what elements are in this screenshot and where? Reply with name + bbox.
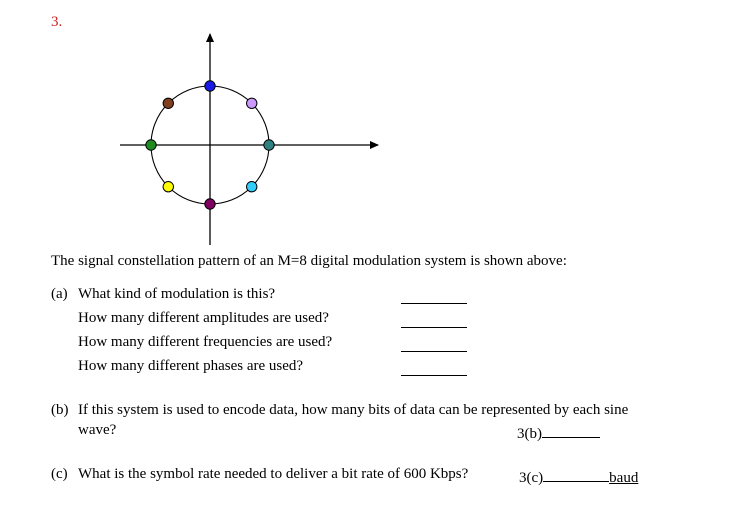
part-c-answer-label: 3(c) xyxy=(519,470,544,486)
answer-blank-a3[interactable] xyxy=(401,351,467,352)
constellation-point-brown xyxy=(163,98,173,108)
constellation-point-teal xyxy=(264,140,274,150)
constellation-point-blue xyxy=(205,81,215,91)
answer-blank-a1[interactable] xyxy=(401,303,467,304)
part-a-label: (a) xyxy=(51,286,68,302)
constellation-point-lavender xyxy=(247,98,257,108)
part-a-question-1: What kind of modulation is this? xyxy=(78,286,276,302)
part-c-question: What is the symbol rate needed to deliver a bit rate of 600 Kbps? xyxy=(78,466,469,482)
answer-blank-b[interactable] xyxy=(542,422,600,438)
answer-blank-a4[interactable] xyxy=(401,375,467,376)
answer-blank-a2[interactable] xyxy=(401,327,467,328)
part-c-unit: baud xyxy=(609,470,639,486)
constellation-point-sky-blue xyxy=(247,182,257,192)
constellation-point-purple xyxy=(205,199,215,209)
part-b-question-line1: If this system is used to encode data, how many bits of data can be represented by each sine xyxy=(78,402,629,418)
constellation-point-yellow xyxy=(163,182,173,192)
constellation-point-green xyxy=(146,140,156,150)
part-a-question-4: How many different phases are used? xyxy=(78,358,304,374)
part-a-question-3: How many different frequencies are used? xyxy=(78,334,333,350)
part-c-answer xyxy=(519,466,638,487)
part-b-question-line2: wave? xyxy=(78,422,117,438)
part-b-answer xyxy=(517,422,600,443)
part-a-question-2: How many different amplitudes are used? xyxy=(78,310,329,326)
answer-blank-c[interactable] xyxy=(543,466,609,482)
part-b-label: (b) xyxy=(51,402,69,418)
constellation-diagram xyxy=(0,0,747,260)
intro-text: The signal constellation pattern of an M=8 digital modulation system is shown above: xyxy=(51,253,567,269)
question-number: 3. xyxy=(51,14,63,30)
part-b-answer-label: 3(b) xyxy=(517,426,542,442)
part-c-label: (c) xyxy=(51,466,68,482)
